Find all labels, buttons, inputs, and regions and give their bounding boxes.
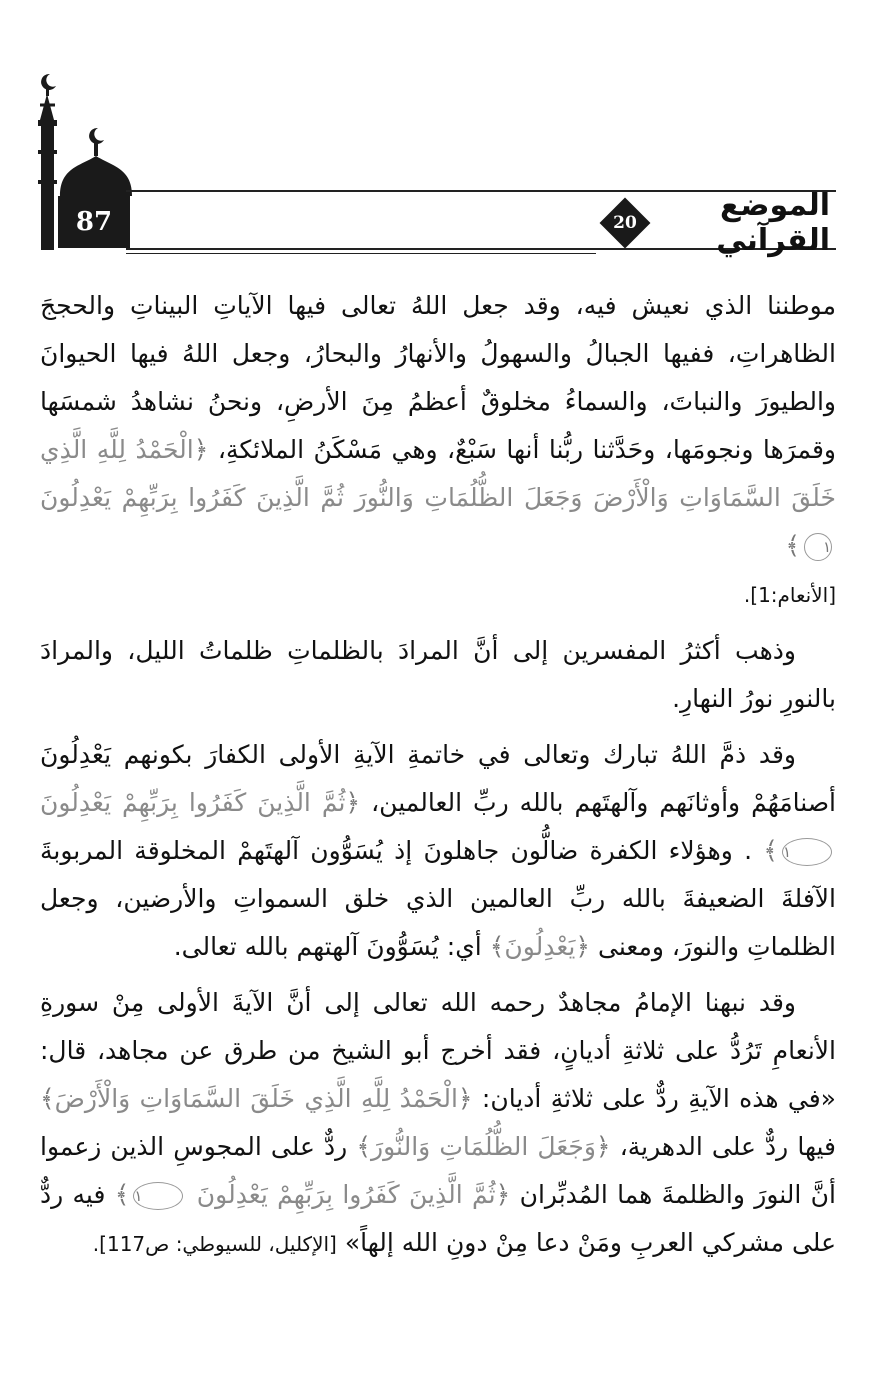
verse-close-bracket: ﴾ (40, 1084, 55, 1113)
verse-number: ١ (782, 838, 832, 866)
verse-open-bracket: ﴿ (575, 932, 591, 961)
page-header (0, 0, 876, 260)
p4-text-d: فيه ردٌّ على مشركي العربِ ومَنْ دعا مِنْ دونِ الله إلهاً» (40, 1180, 836, 1257)
chapter-title-text: الموضع القرآني (716, 188, 830, 258)
p1-text: موطننا الذي نعيش فيه، وقد جعل اللهُ تعالى فيها الآياتِ البيناتِ والحججَ الظاهراتِ، ففيها الجبالُ والسهولُ والأنهارُ والبحارُ، وجعل اللهُ فيها الحيوانَ والطيورَ والنباتَ، والسماءُ مخلوقٌ أعظمُ مِنَ الأرضِ، ونحنُ نشاهدُ شمسَها وقمرَها ونجومَها، وحَدَّثنا ربُّنا أنها سَبْعٌ، وهي مَسْكَنُ الملائكةِ، (40, 291, 836, 464)
paragraph-4 (40, 979, 836, 1268)
verse-open-bracket: ﴿ (595, 1132, 611, 1161)
quran-verse: الْحَمْدُ لِلَّهِ الَّذِي خَلَقَ السَّمَاوَاتِ وَالْأَرْضَ وَجَعَلَ الظُّلُمَاتِ وَالنُّورَ ثُمَّ الَّذِينَ كَفَرُوا بِرَبِّهِمْ يَعْدِلُونَ (40, 435, 836, 512)
header-rule-thin (126, 253, 596, 254)
verse-open-bracket: ﴿ (345, 788, 361, 817)
paragraph-3 (40, 731, 836, 971)
verse-close-bracket: ﴾ (489, 932, 505, 961)
verse-number: ١ (804, 533, 832, 561)
p3-text-c: أي: يُسَوُّونَ آلهتهم بالله تعالى. (173, 932, 482, 961)
chapter-number-badge (601, 199, 649, 247)
page-number (58, 196, 130, 248)
verse-open-bracket: ﴿ (495, 1180, 511, 1209)
p4-text-a: وقد نبهنا الإمامُ مجاهدٌ رحمه الله تعالى إلى أنَّ الآيةَ الأولى مِنْ سورةِ الأنعامِ تَرُدُّ على ثلاثةِ أديانٍ، فقد أخرج أبو الشيخ من طرق عن مجاهد، قال: «في هذه الآيةِ ردٌّ على ثلاثةِ أديان: (40, 988, 836, 1113)
verse-number: ١ (133, 1182, 183, 1210)
p4-text-b: فيها ردٌّ على الدهرية، (619, 1132, 837, 1161)
verse-close-bracket: ﴾ (785, 531, 800, 560)
p3-text-b: . وهؤلاء الكفرة ضالُّون جاهلونَ إذ يُسَوُّون آلهتَهمْ المخلوقة المربوبةَ الآفلةَ الضعيفةَ بالله ربِّ العالمين الذي خلق السمواتِ والأرضين، وجعل الظلماتِ والنورَ، ومعنى (40, 836, 836, 961)
p2-text: وذهب أكثرُ المفسرين إلى أنَّ المرادَ بالظلماتِ ظلماتُ الليل، والمرادَ بالنورِ نورُ النهارِ. (40, 636, 836, 713)
quran-verse: الْحَمْدُ لِلَّهِ الَّذِي خَلَقَ السَّمَاوَاتِ وَالْأَرْضَ (54, 1084, 458, 1113)
verse-close-bracket: ﴾ (356, 1132, 372, 1161)
verse-close-bracket: ﴾ (114, 1180, 130, 1209)
chapter-title (654, 188, 830, 258)
quran-verse: ثُمَّ الَّذِينَ كَفَرُوا بِرَبِّهِمْ يَعْدِلُونَ (196, 1180, 496, 1209)
verse-open-bracket: ﴿ (457, 1084, 473, 1113)
verse-reference: [الأنعام:1]. (743, 583, 836, 607)
paragraph-1 (40, 282, 836, 619)
chapter-number-text: 20 (613, 213, 637, 233)
p4-text-c: ردٌّ على المجوسِ الذين زعموا أنَّ النورَ والظلمةَ هما المُدبِّران (40, 1132, 836, 1209)
paragraph-2 (40, 627, 836, 723)
quran-verse: يَعْدِلُونَ (504, 932, 576, 961)
verse-close-bracket: ﴾ (763, 836, 778, 865)
p3-text-a: وقد ذمَّ اللهُ تبارك وتعالى في خاتمةِ الآيةِ الأولى الكفارَ بكونهم يَعْدِلُونَ أصنامَهُمْ وأوثانَهم وآلهتَهم بالله ربِّ العالمين، (40, 740, 836, 817)
quran-verse: ثُمَّ الَّذِينَ كَفَرُوا بِرَبِّهِمْ يَعْدِلُونَ (40, 788, 346, 817)
page-number-text: 87 (75, 207, 113, 237)
verse-open-bracket: ﴿ (193, 435, 209, 464)
page-body (40, 282, 836, 1276)
quran-verse: وَجَعَلَ الظُّلُمَاتِ وَالنُّورَ (371, 1132, 596, 1161)
source-reference: [الإكليل، للسيوطي: ص117]. (92, 1232, 337, 1256)
